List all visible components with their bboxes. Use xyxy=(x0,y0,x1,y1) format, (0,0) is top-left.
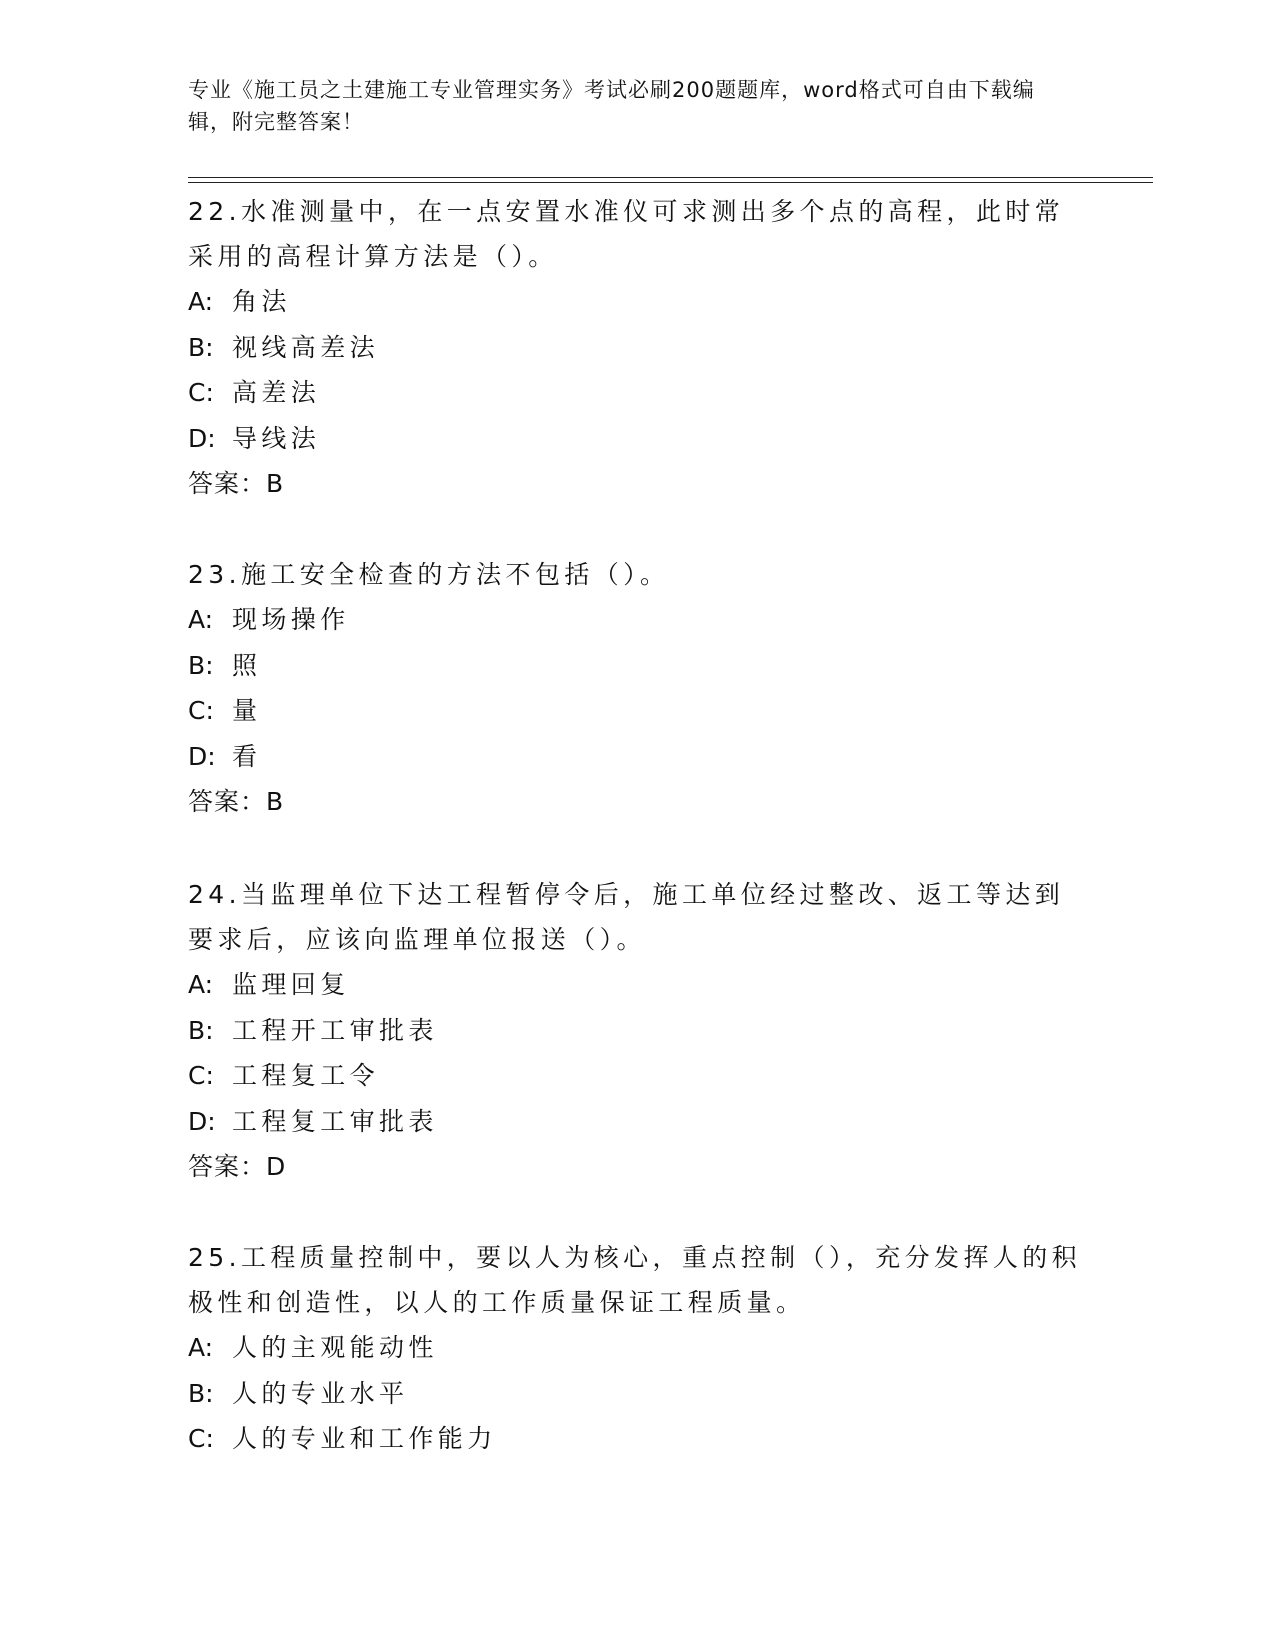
answer: 答案：B xyxy=(188,469,285,498)
option-key: C: xyxy=(188,1061,214,1090)
option-d xyxy=(188,734,1088,780)
option-key: A: xyxy=(188,605,214,634)
question-25 xyxy=(188,1235,1088,1462)
option-text: 现场操作 xyxy=(232,605,350,634)
option-text: 工程复工审批表 xyxy=(232,1106,438,1136)
option-text: 导线法 xyxy=(232,423,321,453)
question-stem: 22.水准测量中，在一点安置水准仪可求测出多个点的高程，此时常采用的高程计算方法是（）。 xyxy=(188,197,1065,271)
option-key: B: xyxy=(188,650,214,680)
answer: 答案：D xyxy=(188,1152,287,1181)
answer: 答案：B xyxy=(188,787,285,816)
option-key: B: xyxy=(188,1015,214,1045)
option-a xyxy=(188,962,1088,1008)
option-text: 高差法 xyxy=(232,378,321,407)
option-key: A: xyxy=(188,287,214,316)
option-c xyxy=(188,688,1088,734)
option-text: 工程复工令 xyxy=(232,1061,380,1090)
question-stem: 25.工程质量控制中，要以人为核心，重点控制（），充分发挥人的积极性和创造性，以人的工作质量保证工程质量。 xyxy=(188,1243,1082,1317)
option-d xyxy=(188,416,1088,462)
option-b xyxy=(188,643,1088,689)
option-text: 看 xyxy=(232,741,262,771)
question-23 xyxy=(188,552,1088,824)
option-text: 人的专业和工作能力 xyxy=(232,1424,497,1453)
option-key: A: xyxy=(188,1333,214,1362)
option-text: 照 xyxy=(232,650,262,680)
option-key: C: xyxy=(188,1424,214,1453)
option-key: C: xyxy=(188,696,214,725)
question-22 xyxy=(188,189,1088,506)
option-text: 监理回复 xyxy=(232,970,350,999)
question-24 xyxy=(188,872,1088,1189)
option-b xyxy=(188,1371,1088,1417)
option-d xyxy=(188,1099,1088,1145)
option-key: D: xyxy=(188,423,216,453)
option-text: 量 xyxy=(232,696,262,725)
question-stem: 24.当监理单位下达工程暂停令后，施工单位经过整改、返工等达到要求后，应该向监理单位报送（）。 xyxy=(188,880,1065,954)
option-a xyxy=(188,279,1088,325)
option-c xyxy=(188,1416,1088,1462)
option-c xyxy=(188,1053,1088,1099)
option-key: D: xyxy=(188,1106,216,1136)
question-stem: 23.施工安全检查的方法不包括（）。 xyxy=(188,560,670,589)
header-divider-bottom xyxy=(188,182,1153,183)
option-text: 视线高差法 xyxy=(232,332,380,362)
option-text: 工程开工审批表 xyxy=(232,1015,438,1045)
document-header: 专业《施工员之土建施工专业管理实务》考试必刷200题题库，word格式可自由下载编辑，附完整答案！ xyxy=(188,78,1035,134)
option-c xyxy=(188,370,1088,416)
option-key: B: xyxy=(188,332,214,362)
option-key: C: xyxy=(188,378,214,407)
option-text: 人的专业水平 xyxy=(232,1378,409,1408)
option-key: A: xyxy=(188,970,214,999)
option-key: D: xyxy=(188,741,216,771)
option-a xyxy=(188,597,1088,643)
option-key: B: xyxy=(188,1378,214,1408)
option-b xyxy=(188,325,1088,371)
header-divider-top xyxy=(188,177,1153,178)
option-text: 角法 xyxy=(232,287,291,316)
option-a xyxy=(188,1325,1088,1371)
option-b xyxy=(188,1008,1088,1054)
option-text: 人的主观能动性 xyxy=(232,1333,438,1362)
